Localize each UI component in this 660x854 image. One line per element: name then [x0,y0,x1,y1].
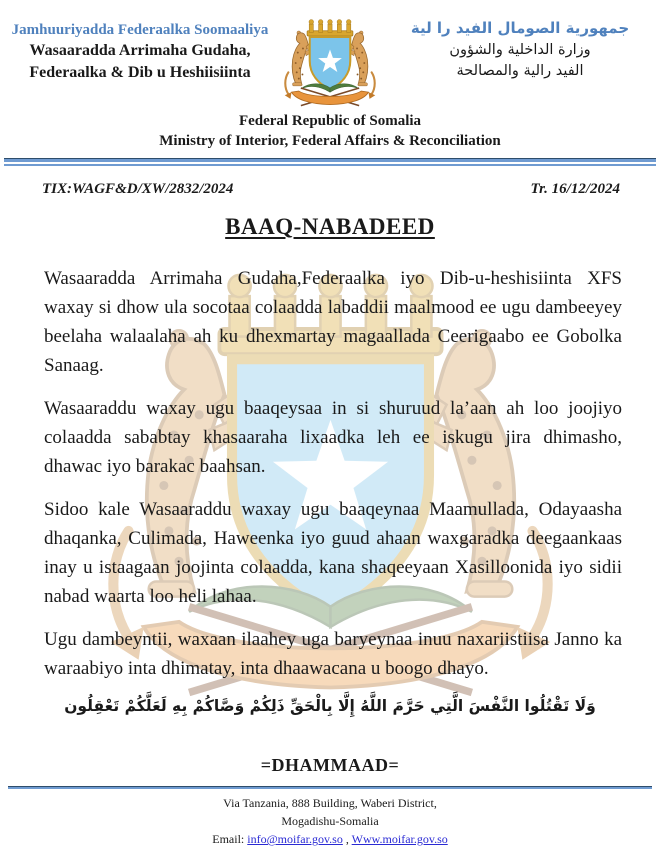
reference-date: Tr. 16/12/2024 [530,181,620,197]
ministry-name-arabic-line2: الفيد رالية والمصالحة [456,62,584,79]
header-divider-rule [4,158,656,166]
footer-divider-rule [8,786,652,789]
footer-address-line1: Via Tanzania, 888 Building, Waberi District, [223,796,437,810]
coat-of-arms-emblem [274,16,386,110]
ministry-name-arabic-line1: وزارة الداخلية والشؤون [449,41,591,58]
republic-name-somali: Jamhuuriyadda Federaalka Soomaaliya [11,22,269,38]
reference-row [0,181,660,198]
ministry-name-somali-line1: Wasaaradda Arrimaha Gudaha, [29,42,251,60]
ministry-name-english: Ministry of Interior, Federal Affairs & Reconciliation [159,132,501,149]
footer [0,786,660,848]
contact-separator: , [342,832,352,846]
letterhead-somali-block [6,16,274,110]
paragraph-4: Ugu dambeyntii, waxaan ilaahey uga baryeynaa inuu naxariistiisa Janno ka waraabiyo inta dhimatay, inta dhaawacana u boogo dhayo. [44,629,622,679]
quran-verse: وَلَا تَقْتُلُوا النَّفْسَ الَّتِي حَرَّمَ اللَّهُ إِلَّا بِالْحَقِّ ذَلِكُمْ وَصَّاكُمْ بِهِ لَعَلَّكُمْ تَعْقِلُون [64,697,596,715]
somalia-coat-of-arms-icon [278,16,382,110]
letterhead [0,0,660,110]
closing-mark: =DHAMMAAD= [260,755,400,775]
website-link[interactable]: Www.moifar.gov.so [351,832,448,846]
reference-number: TIX:WAGF&D/XW/2832/2024 [42,181,234,197]
email-label: Email: [212,832,248,846]
footer-address [0,794,660,848]
letterhead-arabic-block [386,16,654,110]
ministry-name-somali-line2: Federaalka & Dib u Heshiisiinta [29,63,251,81]
document-title: BAAQ-NABADEED [225,214,435,239]
email-link[interactable]: info@moifar.gov.so [247,832,343,846]
republic-name-arabic: جمهورية الصومال الفيد را لية [410,19,630,37]
paragraph-3: Sidoo kale Wasaaraddu waxay ugu baaqeynaa Maamullada, Odayaasha dhaqanka, Culimada, Haweenka iyo guud ahaan waxgaradka deegaankaas inay u istaagaan joojinta colaadda, kana shaqeeyaan Xasilloonida iyo sidii nabad waarta loo heli lahaa. [44,499,622,607]
footer-address-line2: Mogadishu-Somalia [281,814,379,828]
republic-name-english: Federal Republic of Somalia [238,113,422,129]
letterhead-english-block [0,112,660,151]
footer-contact-line [0,830,660,848]
paragraph-2: Wasaaraddu waxay ugu baaqeysaa in si shuruud la’aan ah loo joojiyo colaadda sababtay khasaaraha lixaadka leh ee iskugu jira dhimasho, dhawac iyo barakac baahsan. [44,398,622,477]
paragraph-1: Wasaaradda Arrimaha Gudaha,Federaalka iyo Dib-u-heshisiinta XFS waxay si dhow ula socotaa colaadda labaddii maalmood ee ugu dambeeyey beelaha walaalaha ah ku dhexmartay magaallada Ceerigaabo ee Gobolka Sanaag. [44,268,622,376]
document-body [0,264,660,683]
